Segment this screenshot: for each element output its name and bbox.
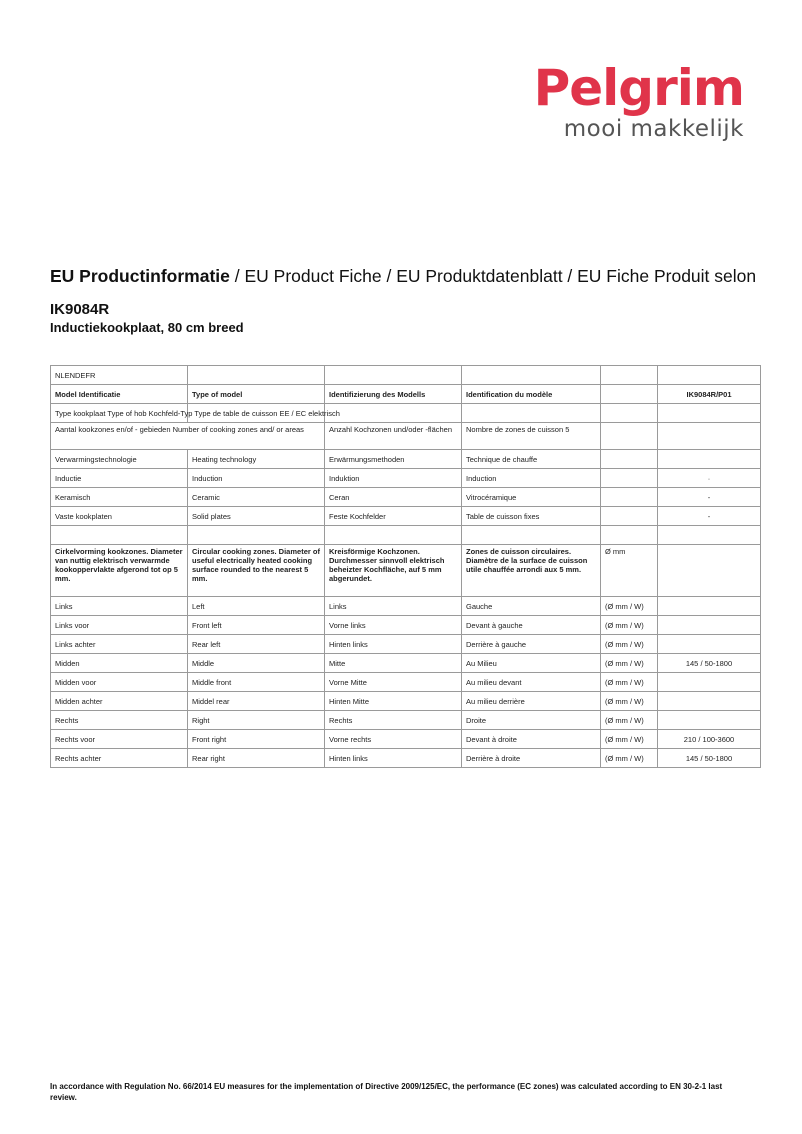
- cell: Keramisch: [51, 488, 188, 507]
- cell: [658, 635, 761, 654]
- product-fiche-table: [50, 365, 761, 768]
- cell: (Ø mm / W): [601, 730, 658, 749]
- cell: [658, 692, 761, 711]
- cell: Verwarmingstechnologie: [51, 450, 188, 469]
- cell: Technique de chauffe: [462, 450, 601, 469]
- cell: Links: [51, 597, 188, 616]
- cell: Middle: [188, 654, 325, 673]
- cell: Midden achter: [51, 692, 188, 711]
- cell: Middel rear: [188, 692, 325, 711]
- table-row-zone-count: [51, 423, 761, 450]
- cell: Midden: [51, 654, 188, 673]
- table-row: [51, 488, 761, 507]
- cell: Identifizierung des Modells: [325, 385, 462, 404]
- cell: Hinten links: [325, 749, 462, 768]
- cell: Kreisförmige Kochzonen. Durchmesser sinnvoll elektrisch beheizter Kochfläche, auf 5 mm abgerundet.: [325, 545, 462, 597]
- cell: Au milieu devant: [462, 673, 601, 692]
- table-row: [51, 616, 761, 635]
- table-row: [51, 692, 761, 711]
- cell: 145 / 50-1800: [658, 654, 761, 673]
- cell: Middle front: [188, 673, 325, 692]
- cell: (Ø mm / W): [601, 616, 658, 635]
- cell: Model Identificatie: [51, 385, 188, 404]
- cell: [658, 450, 761, 469]
- cell: (Ø mm / W): [601, 673, 658, 692]
- cell: Table de cuisson fixes: [462, 507, 601, 526]
- model-code: IK9084R/P01: [658, 385, 761, 404]
- cell: -: [658, 488, 761, 507]
- table-row: [51, 507, 761, 526]
- model-id: IK9084R: [50, 301, 110, 318]
- table-row: [51, 673, 761, 692]
- cell: Ceramic: [188, 488, 325, 507]
- hob-type-text: Type kookplaat Type of hob Kochfeld-Typ Type de table de cuisson EE / EC elektrisch: [51, 404, 188, 423]
- cell: Rechts voor: [51, 730, 188, 749]
- cell: ·: [658, 469, 761, 488]
- cell: [601, 507, 658, 526]
- cell: Identification du modèle: [462, 385, 601, 404]
- cell: Vitrocéramique: [462, 488, 601, 507]
- cell: Nombre de zones de cuisson 5: [462, 423, 601, 450]
- cell: [601, 450, 658, 469]
- cell: Droite: [462, 711, 601, 730]
- cell: Devant à droite: [462, 730, 601, 749]
- cell: Ø mm: [601, 545, 658, 597]
- brand-name: Pelgrim: [533, 59, 744, 117]
- table-row: [51, 654, 761, 673]
- cell: Left: [188, 597, 325, 616]
- cell: [658, 616, 761, 635]
- table-row: [51, 730, 761, 749]
- cell: Induction: [462, 469, 601, 488]
- table-row: [51, 450, 761, 469]
- cell: 210 / 100-3600: [658, 730, 761, 749]
- cell: Hinten Mitte: [325, 692, 462, 711]
- table-row: [51, 635, 761, 654]
- cell: Midden voor: [51, 673, 188, 692]
- cell: Gauche: [462, 597, 601, 616]
- cell: Induktion: [325, 469, 462, 488]
- cell: Solid plates: [188, 507, 325, 526]
- cell: [658, 711, 761, 730]
- cell: Ceran: [325, 488, 462, 507]
- cell: Zones de cuisson circulaires. Diamètre de la surface de cuisson utile chauffée arrondi aux 5 mm.: [462, 545, 601, 597]
- brand-tagline: mooi makkelijk: [563, 116, 744, 142]
- cell: Au milieu derrière: [462, 692, 601, 711]
- cell: Derrière à droite: [462, 749, 601, 768]
- table-row-hob-type: [51, 404, 761, 423]
- cell: Front right: [188, 730, 325, 749]
- cell: [601, 488, 658, 507]
- page-title-bold: EU Productinformatie: [50, 266, 230, 286]
- cell: Mitte: [325, 654, 462, 673]
- cell: Circular cooking zones. Diameter of useful electrically heated cooking surface rounded to the nearest 5 mm.: [188, 545, 325, 597]
- table-row: [51, 597, 761, 616]
- cell: Devant à gauche: [462, 616, 601, 635]
- cell: [601, 469, 658, 488]
- table-row-languages: [51, 366, 761, 385]
- cell: (Ø mm / W): [601, 749, 658, 768]
- cell: (Ø mm / W): [601, 711, 658, 730]
- cell: Erwärmungsmethoden: [325, 450, 462, 469]
- brand-logo: [534, 60, 744, 142]
- cell: Hinten links: [325, 635, 462, 654]
- cell: [658, 597, 761, 616]
- cell: 145 / 50-1800: [658, 749, 761, 768]
- language-codes: NLENDEFR: [51, 366, 188, 385]
- table-row: [51, 749, 761, 768]
- cell: Rear left: [188, 635, 325, 654]
- cell: Inductie: [51, 469, 188, 488]
- cell: [601, 385, 658, 404]
- cell: Vorne rechts: [325, 730, 462, 749]
- cell: [658, 673, 761, 692]
- cell: Au Milieu: [462, 654, 601, 673]
- cell: Rechts: [325, 711, 462, 730]
- table-row: [51, 469, 761, 488]
- model-subtitle: Inductiekookplaat, 80 cm breed: [50, 320, 244, 335]
- cell: Derrière à gauche: [462, 635, 601, 654]
- cell: Vaste kookplaten: [51, 507, 188, 526]
- cell: Cirkelvorming kookzones. Diameter van nuttig elektrisch verwarmde kookoppervlakte afgerond tot op 5 mm.: [51, 545, 188, 597]
- cell: (Ø mm / W): [601, 635, 658, 654]
- table-row-model: [51, 385, 761, 404]
- cell: [658, 545, 761, 597]
- cell: Rechts achter: [51, 749, 188, 768]
- page-title: [50, 266, 756, 287]
- cell: Anzahl Kochzonen und/oder -flächen: [325, 423, 462, 450]
- table-row-circular-zones: [51, 545, 761, 597]
- cell: Vorne Mitte: [325, 673, 462, 692]
- cell: Front left: [188, 616, 325, 635]
- cell: Links achter: [51, 635, 188, 654]
- cell: Rear right: [188, 749, 325, 768]
- cell: Links: [325, 597, 462, 616]
- table-row: [51, 711, 761, 730]
- cell: Aantal kookzones en/of - gebieden Number of cooking zones and/ or areas: [51, 423, 325, 450]
- cell: Heating technology: [188, 450, 325, 469]
- cell: (Ø mm / W): [601, 654, 658, 673]
- cell: (Ø mm / W): [601, 692, 658, 711]
- cell: -: [658, 507, 761, 526]
- cell: Vorne links: [325, 616, 462, 635]
- cell: Links voor: [51, 616, 188, 635]
- cell: Type of model: [188, 385, 325, 404]
- table-row-spacer: [51, 526, 761, 545]
- cell: Feste Kochfelder: [325, 507, 462, 526]
- cell: Right: [188, 711, 325, 730]
- cell: (Ø mm / W): [601, 597, 658, 616]
- cell: Induction: [188, 469, 325, 488]
- page-title-rest: / EU Product Fiche / EU Produktdatenblatt / EU Fiche Produit selon: [229, 266, 757, 286]
- footer-note: In accordance with Regulation No. 66/2014 EU measures for the implementation of Directive 2009/125/EC, the performance (EC zones) was calculated according to EN 30-2-1 last review.: [50, 1082, 723, 1102]
- cell: Rechts: [51, 711, 188, 730]
